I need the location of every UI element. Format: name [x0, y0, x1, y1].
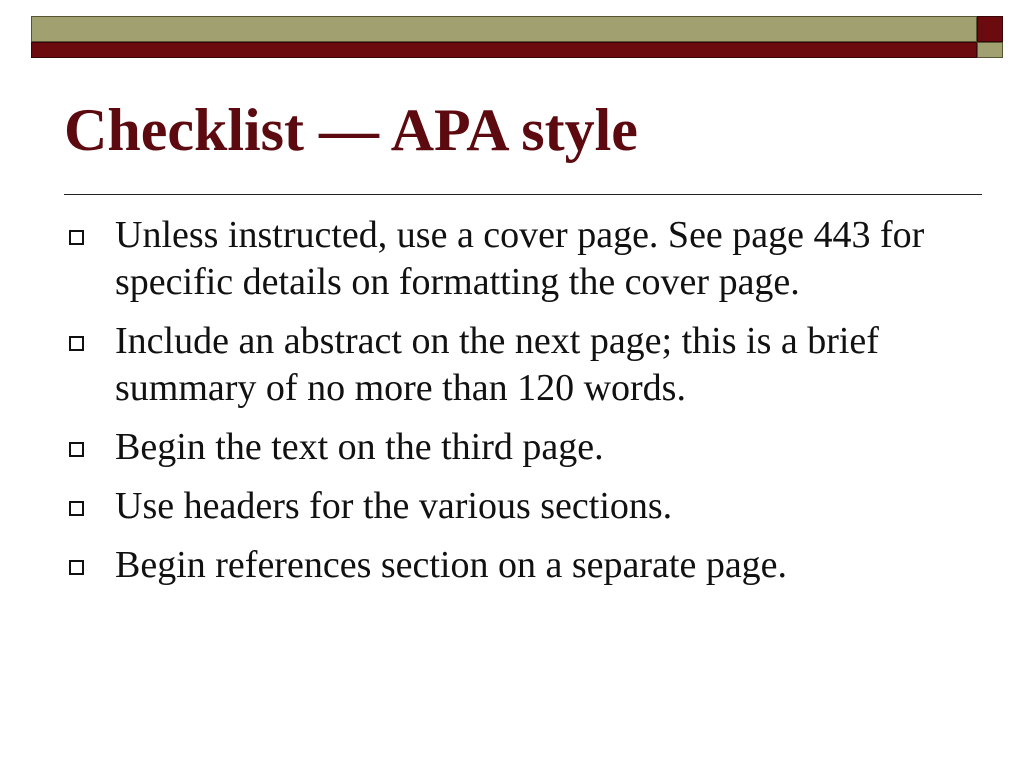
bullet-list [64, 212, 964, 601]
hollow-square-bullet-icon [69, 442, 84, 457]
bullet-item [64, 542, 964, 589]
header-bar-olive [31, 16, 977, 42]
hollow-square-bullet-icon [69, 560, 84, 575]
bullet-item [64, 318, 964, 412]
bullet-text: Begin the text on the third page. [115, 426, 604, 468]
slide-title: Checklist — APA style [64, 97, 638, 163]
bullet-text: Include an abstract on the next page; this is a brief summary of no more than 120 words. [115, 320, 879, 409]
hollow-square-bullet-icon [69, 336, 84, 351]
bullet-text: Use headers for the various sections. [115, 485, 673, 527]
bullet-item [64, 424, 964, 471]
hollow-square-bullet-icon [69, 501, 84, 516]
bullet-item [64, 212, 964, 306]
corner-square-olive [977, 42, 1003, 58]
corner-square-maroon [977, 16, 1003, 42]
bullet-item [64, 483, 964, 530]
bullet-text: Begin references section on a separate page. [115, 544, 788, 586]
title-divider [64, 194, 982, 195]
header-bar-maroon [31, 42, 977, 58]
hollow-square-bullet-icon [69, 230, 84, 245]
bullet-text: Unless instructed, use a cover page. See page 443 for specific details on formatting the cover page. [115, 214, 925, 303]
